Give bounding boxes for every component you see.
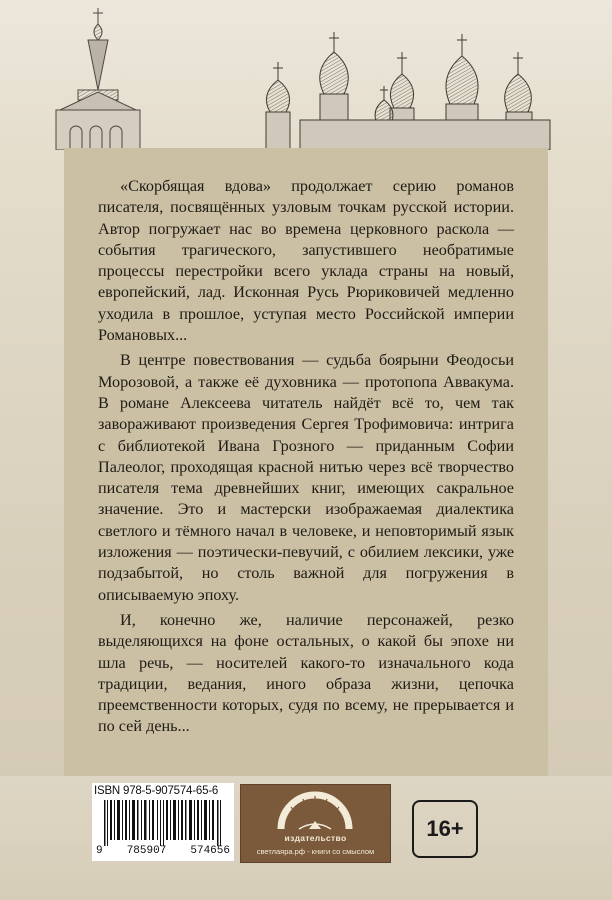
church-domes-engraving	[0, 0, 612, 150]
book-annotation	[98, 176, 514, 742]
barcode-digits	[92, 845, 234, 857]
barcode-digit-group: 785907	[126, 845, 167, 857]
isbn-number: ISBN 978-5-907574-65-6	[94, 785, 219, 797]
barcode-digit-group: 9	[96, 845, 103, 857]
publisher-logo	[240, 784, 391, 863]
annotation-paragraph-2: В центре повествования — судьба боярыни Феодосьи Морозовой, а также её духовника — протопопа Аввакума. В романе Алексеева читатель найдёт всё то, чем так завораживают произведения Сергея Трофимовича: интрига с библиотекой Ивана Грозного — приданным Софии Палеолог, проходящая красной нитью через всё творчество писателя тема древнейших книг, имеющих сакральное значение. Это и мастерски изображаемая диалектика светлого и тёмного начал в человеке, и неповторимый язык изложения — поэтически-певучий, с обилием лексики, уже подзабытой, но столь важной для погружения в описываемую эпоху.	[98, 351, 514, 604]
barcode-block	[92, 783, 234, 861]
barcode-icon	[104, 800, 224, 846]
annotation-paragraph-1: «Скорбящая вдова» продолжает серию романов писателя, посвящённых узловым точкам русской истории. Автор погружает нас во времена церковного раскола — события трагического, запустившего необратимые процессы перестройки всего уклада страны на новый, европейский, лад. Исконная Русь Рюриковичей медленно уходила в прошлое, уступая место Российской империи Романовых...	[98, 177, 514, 345]
publisher-logo-icon	[241, 785, 390, 833]
publisher-website: светлаяра.рф - книги со смыслом	[256, 847, 375, 856]
age-rating-badge: 16+	[412, 800, 478, 858]
annotation-paragraph-3: И, конечно же, наличие персонажей, резко выделяющихся на фоне остальных, о какой бы эпохе ни шла речь, — носителей какого-то изначального кода традиции, ведания, иного образа жизни, цепочка преемственности которых, судя по всему, не прерывается и по сей день...	[98, 610, 514, 736]
barcode-digit-group: 574656	[190, 845, 230, 857]
publisher-name: издательство	[284, 833, 347, 843]
